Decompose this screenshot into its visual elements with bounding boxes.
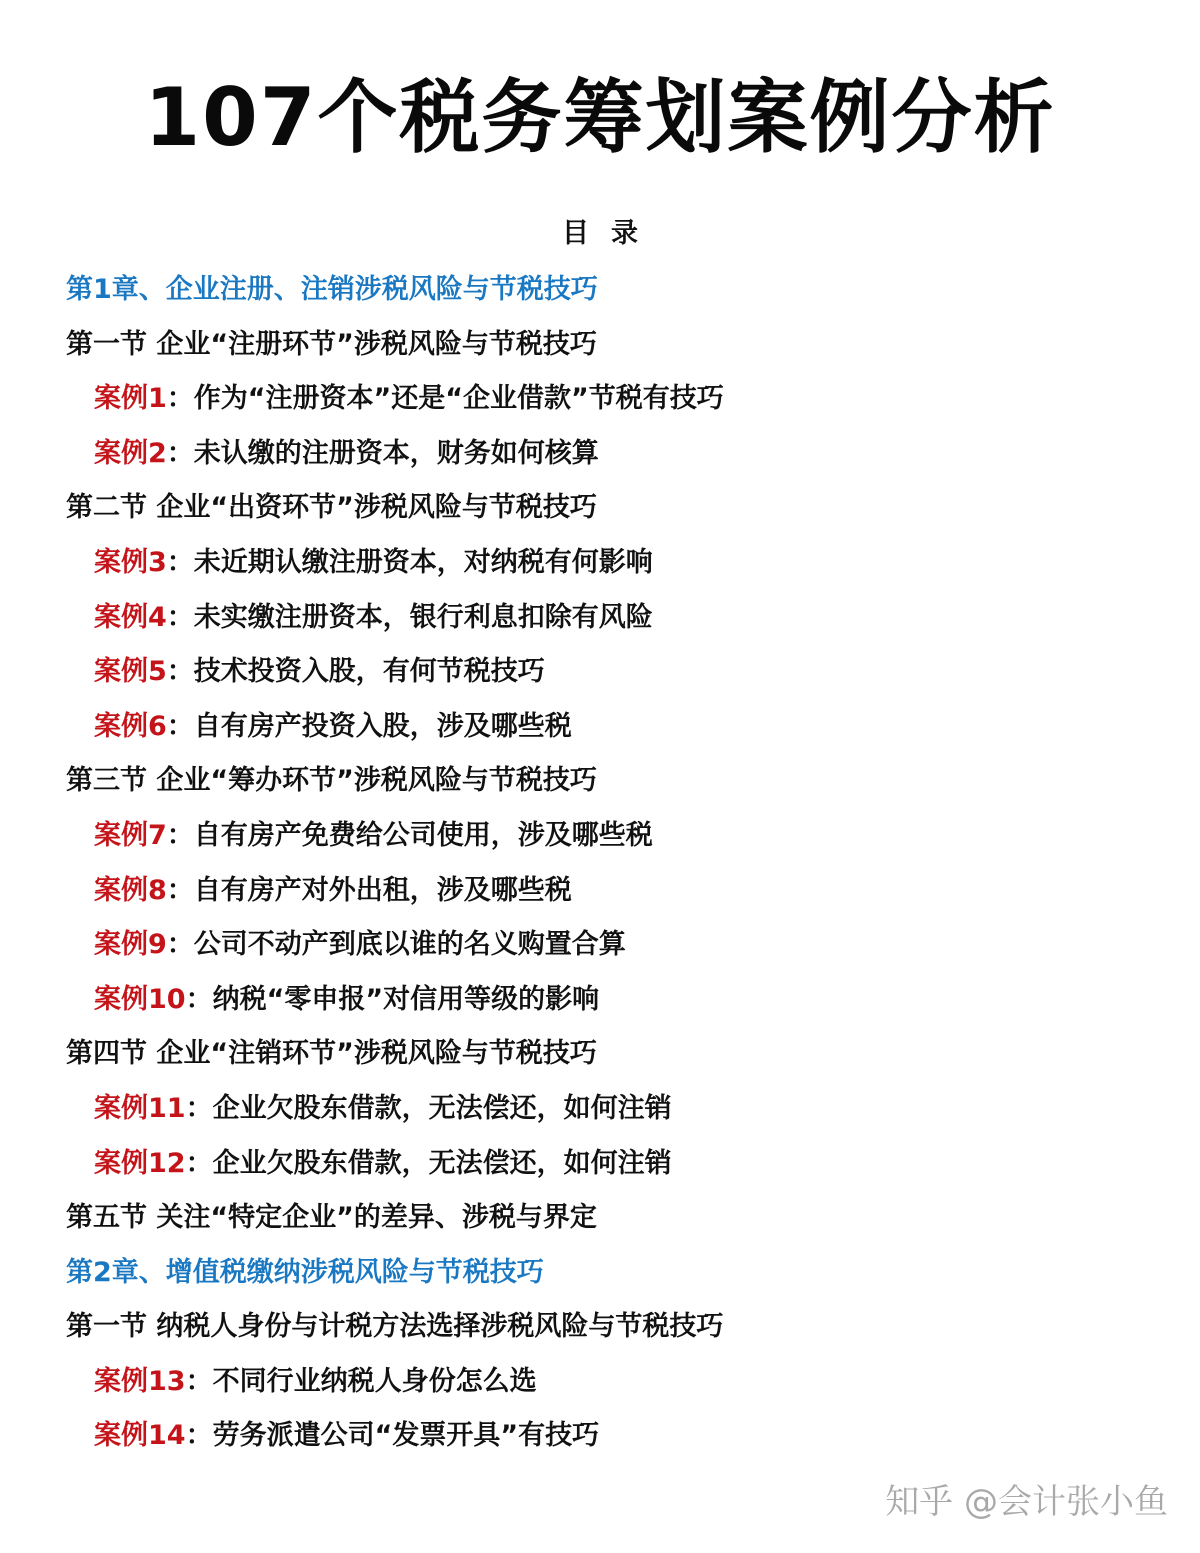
toc-case-entry bbox=[66, 1414, 1166, 1469]
case-separator: ： bbox=[185, 1365, 213, 1397]
case-title: 自有房产免费给公司使用，涉及哪些税 bbox=[193, 819, 653, 851]
case-title: 劳务派遣公司“发票开具”有技巧 bbox=[212, 1420, 600, 1452]
toc-case-entry bbox=[66, 1087, 1166, 1142]
case-label: 案例5 bbox=[94, 656, 167, 688]
toc-section-heading: 第五节 关注“特定企业”的差异、涉税与界定 bbox=[66, 1202, 597, 1234]
toc-section-heading: 第四节 企业“注销环节”涉税风险与节税技巧 bbox=[66, 1038, 597, 1070]
case-title: 公司不动产到底以谁的名义购置合算 bbox=[193, 929, 626, 961]
toc-section-heading: 第一节 企业“注册环节”涉税风险与节税技巧 bbox=[66, 328, 597, 360]
case-separator: ： bbox=[166, 437, 194, 469]
case-separator: ： bbox=[166, 546, 194, 578]
toc-case-entry bbox=[66, 814, 1166, 869]
case-title: 企业欠股东借款，无法偿还，如何注销 bbox=[212, 1147, 672, 1179]
case-label: 案例4 bbox=[94, 601, 167, 633]
toc-case-entry bbox=[66, 869, 1166, 924]
case-separator: ： bbox=[166, 929, 194, 961]
toc-case-entry bbox=[66, 978, 1166, 1033]
toc-section-heading: 第二节 企业“出资环节”涉税风险与节税技巧 bbox=[66, 492, 597, 524]
toc-case-entry bbox=[66, 923, 1166, 978]
toc-case-entry bbox=[66, 705, 1166, 760]
toc-case-entry bbox=[66, 1360, 1166, 1415]
case-title: 纳税“零申报”对信用等级的影响 bbox=[212, 983, 600, 1015]
case-label: 案例10 bbox=[94, 983, 186, 1015]
case-title: 技术投资入股，有何节税技巧 bbox=[193, 656, 545, 688]
case-label: 案例11 bbox=[94, 1092, 186, 1124]
case-title: 未近期认缴注册资本，对纳税有何影响 bbox=[193, 546, 653, 578]
case-label: 案例8 bbox=[94, 874, 167, 906]
toc-case-entry bbox=[66, 432, 1166, 487]
case-label: 案例7 bbox=[94, 819, 167, 851]
toc-heading: 目录 bbox=[562, 218, 660, 249]
case-title: 自有房产投资入股，涉及哪些税 bbox=[193, 710, 572, 742]
case-separator: ： bbox=[166, 710, 194, 742]
document-title: 107个税务筹划案例分析 bbox=[144, 71, 1056, 164]
case-separator: ： bbox=[166, 874, 194, 906]
case-label: 案例9 bbox=[94, 929, 167, 961]
case-label: 案例1 bbox=[94, 383, 167, 415]
case-label: 案例14 bbox=[94, 1420, 186, 1452]
case-separator: ： bbox=[185, 1147, 213, 1179]
toc-section-heading: 第一节 纳税人身份与计税方法选择涉税风险与节税技巧 bbox=[66, 1311, 724, 1343]
case-title: 自有房产对外出租，涉及哪些税 bbox=[193, 874, 572, 906]
case-title: 未认缴的注册资本，财务如何核算 bbox=[193, 437, 599, 469]
case-label: 案例3 bbox=[94, 546, 167, 578]
toc-case-entry bbox=[66, 1142, 1166, 1197]
toc-case-entry bbox=[66, 377, 1166, 432]
toc-chapter-heading: 第1章、企业注册、注销涉税风险与节税技巧 bbox=[66, 274, 598, 305]
case-label: 案例6 bbox=[94, 710, 167, 742]
case-separator: ： bbox=[166, 383, 194, 415]
toc-case-entry bbox=[66, 541, 1166, 596]
case-label: 案例13 bbox=[94, 1365, 186, 1397]
toc-case-entry bbox=[66, 650, 1166, 705]
case-label: 案例2 bbox=[94, 437, 167, 469]
case-separator: ： bbox=[166, 601, 194, 633]
case-title: 企业欠股东借款，无法偿还，如何注销 bbox=[212, 1092, 672, 1124]
case-separator: ： bbox=[166, 819, 194, 851]
case-label: 案例12 bbox=[94, 1147, 186, 1179]
toc-chapter-heading: 第2章、增值税缴纳涉税风险与节税技巧 bbox=[66, 1256, 544, 1288]
case-title: 未实缴注册资本，银行利息扣除有风险 bbox=[193, 601, 653, 633]
case-separator: ： bbox=[185, 983, 213, 1015]
case-separator: ： bbox=[166, 656, 194, 688]
case-separator: ： bbox=[185, 1092, 213, 1124]
watermark: 知乎 @会计张小鱼 bbox=[885, 1482, 1168, 1522]
case-title: 作为“注册资本”还是“企业借款”节税有技巧 bbox=[193, 383, 724, 415]
toc-case-entry bbox=[66, 596, 1166, 651]
case-separator: ： bbox=[185, 1420, 213, 1452]
toc-section-heading: 第三节 企业“筹办环节”涉税风险与节税技巧 bbox=[66, 765, 597, 797]
table-of-contents bbox=[66, 268, 1166, 1469]
case-title: 不同行业纳税人身份怎么选 bbox=[212, 1365, 537, 1397]
